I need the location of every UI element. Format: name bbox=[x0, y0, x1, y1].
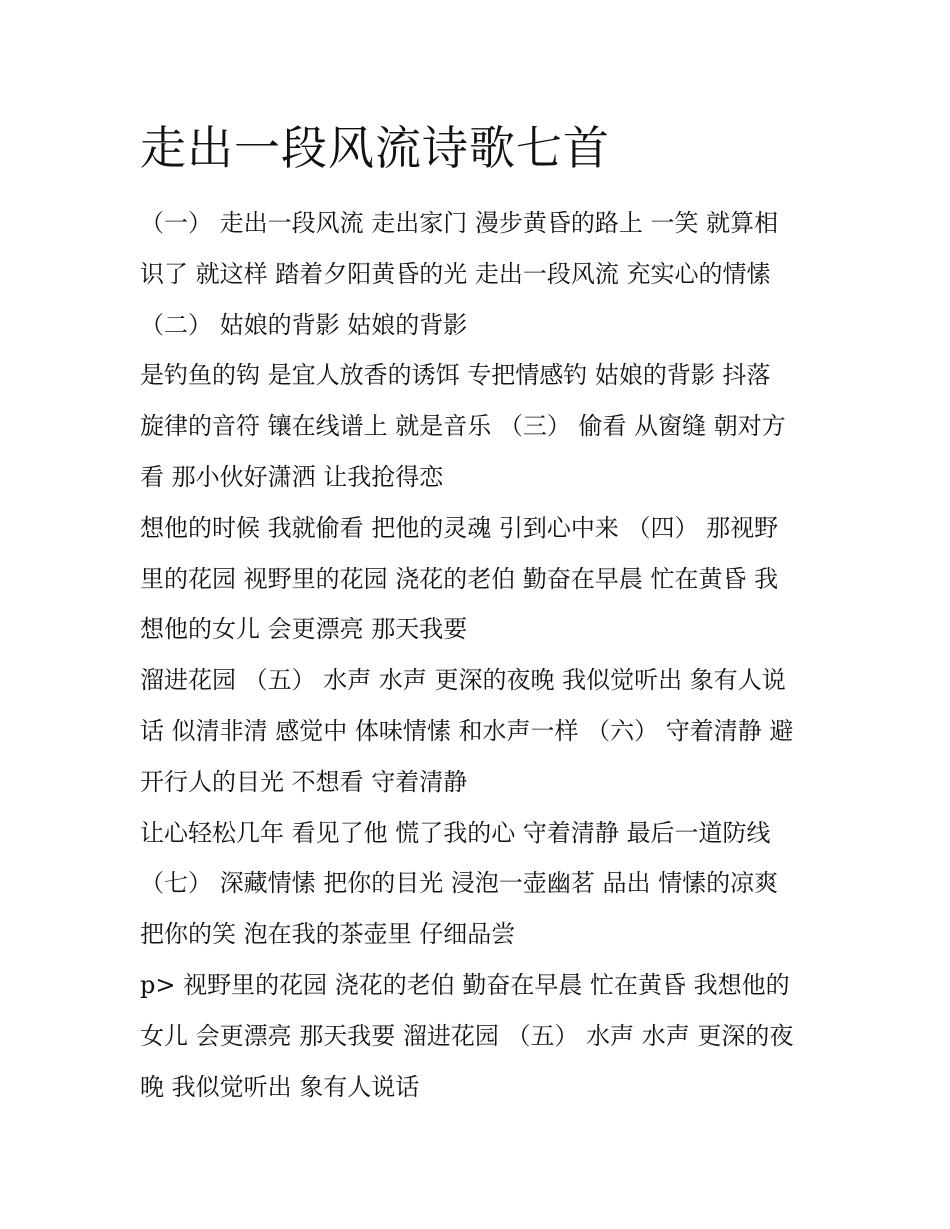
text-line: （一） 走出一段风流 走出家门 漫步黄昏的路上 一笑 就算相 bbox=[140, 209, 779, 237]
text-line: 里的花园 视野里的花园 浇花的老伯 勤奋在早晨 忙在黄昏 我 bbox=[140, 564, 779, 593]
text-line: 看 那小伙好潇洒 让我抢得恋 bbox=[140, 462, 444, 491]
text-line: 晚 我似觉听出 象有人说话 bbox=[140, 1072, 420, 1101]
text-line: 开行人的目光 不想看 守着清静 bbox=[140, 767, 468, 796]
text-line: 把你的笑 泡在我的茶壶里 仔细品尝 bbox=[140, 920, 516, 949]
text-line: 溜进花园 （五） 水声 水声 更深的夜晚 我似觉听出 象有人说 bbox=[140, 666, 786, 695]
text-line: 是钓鱼的钩 是宜人放香的诱饵 专把情感钓 姑娘的背影 抖落 bbox=[140, 361, 771, 390]
text-line: 话 似清非清 感觉中 体味情愫 和水声一样 （六） 守着清静 避 bbox=[140, 716, 794, 745]
text-line: p> 视野里的花园 浇花的老伯 勤奋在早晨 忙在黄昏 我想他的 bbox=[140, 970, 790, 999]
text-line: 想他的时候 我就偷看 把他的灵魂 引到心中来 （四） 那视野 bbox=[140, 513, 779, 542]
text-line: （二） 姑娘的背影 姑娘的背影 bbox=[140, 310, 468, 339]
document-title: 走出一段风流诗歌七首 bbox=[140, 121, 610, 175]
text-line: 识了 就这样 踏着夕阳黄昏的光 走出一段风流 充实心的情愫 bbox=[140, 259, 771, 288]
poem-body bbox=[140, 198, 820, 1112]
text-line: （七） 深藏情愫 把你的目光 浸泡一壶幽茗 品出 情愫的凉爽 bbox=[140, 869, 779, 898]
text-line: 让心轻松几年 看见了他 慌了我的心 守着清静 最后一道防线 bbox=[140, 818, 771, 847]
text-line: 旋律的音符 镶在线谱上 就是音乐 （三） 偷看 从窗缝 朝对方 bbox=[140, 412, 786, 441]
text-line: 女儿 会更漂亮 那天我要 溜进花园 （五） 水声 水声 更深的夜 bbox=[140, 1021, 794, 1050]
text-line: 想他的女儿 会更漂亮 那天我要 bbox=[140, 615, 468, 644]
